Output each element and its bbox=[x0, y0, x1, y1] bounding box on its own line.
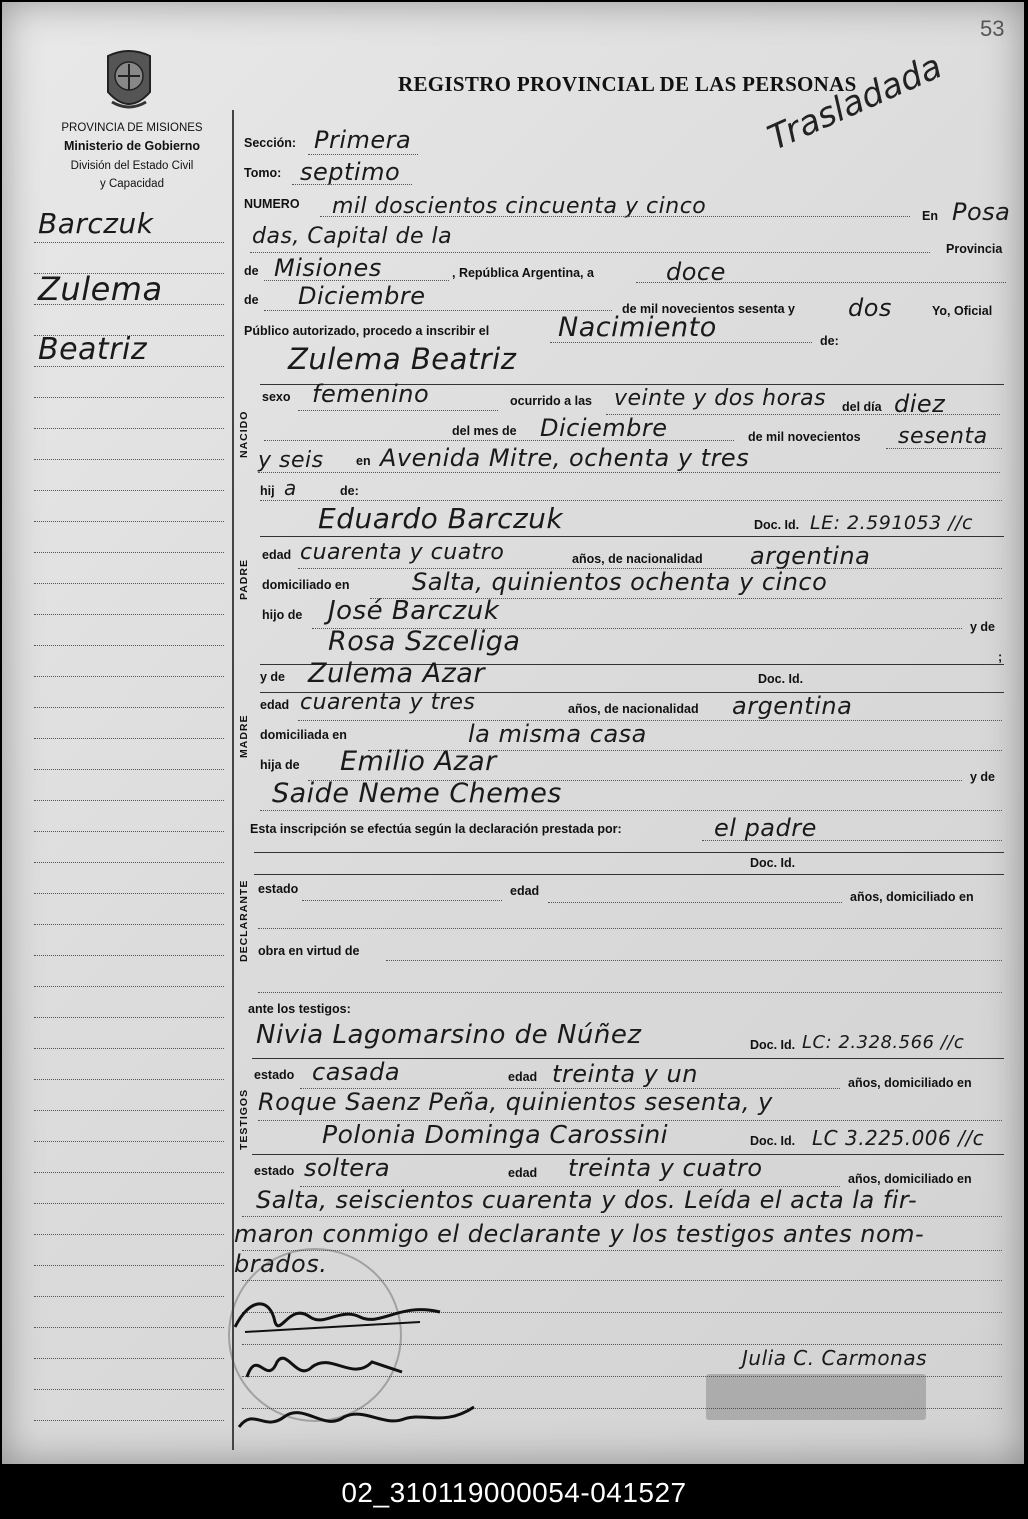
label-madre-doc: Doc. Id. bbox=[758, 672, 804, 686]
label-ante-testigos: ante los testigos: bbox=[248, 1002, 351, 1016]
label-ocurrido: ocurrido a las bbox=[510, 394, 592, 408]
margin-rule-line bbox=[34, 552, 224, 553]
margin-rule-line bbox=[34, 1079, 224, 1080]
margin-rule-line bbox=[34, 955, 224, 956]
margin-rule-line bbox=[34, 1420, 224, 1421]
label-en: En bbox=[922, 209, 938, 223]
label-provincia: Provincia bbox=[946, 242, 1003, 256]
margin-rule-line bbox=[34, 366, 224, 367]
value-anio-cont: y seis bbox=[258, 448, 324, 473]
value-testigo1-edad: treinta y un bbox=[552, 1060, 698, 1088]
label-semicolon: ; bbox=[998, 650, 1003, 664]
image-id-text: 02_310119000054-041527 bbox=[341, 1477, 687, 1508]
label-padre-edad: edad bbox=[262, 548, 292, 562]
margin-first-name: Zulema bbox=[38, 270, 163, 308]
value-testigo2-estado: soltera bbox=[304, 1154, 391, 1182]
value-mes-nacimiento: Diciembre bbox=[540, 414, 668, 442]
margin-rule-line bbox=[34, 645, 224, 646]
label-testigo2-edad: edad bbox=[508, 1166, 538, 1180]
value-lugar-nacimiento: Avenida Mitre, ochenta y tres bbox=[380, 444, 750, 472]
label-padre-y-de: y de bbox=[970, 620, 996, 634]
margin-rule-line bbox=[34, 490, 224, 491]
value-padre-dom: Salta, quinientos ochenta y cinco bbox=[412, 568, 828, 596]
value-sexo: femenino bbox=[312, 380, 430, 408]
value-numero: mil doscientos cincuenta y cinco bbox=[332, 194, 707, 219]
value-padre-hijo-de: José Barczuk bbox=[328, 596, 500, 626]
label-padre-dom: domiciliado en bbox=[262, 578, 350, 592]
page-number: 53 bbox=[980, 16, 1005, 41]
label-en-lugar: en bbox=[356, 454, 371, 468]
margin-rule-line bbox=[34, 1265, 224, 1266]
margin-rule-line bbox=[34, 1141, 224, 1142]
margin-rule-line bbox=[34, 459, 224, 460]
label-publico: Público autorizado, procedo a inscribir el bbox=[244, 324, 490, 338]
value-cierre-1: maron conmigo el declarante y los testigos antes nom- bbox=[234, 1220, 925, 1248]
margin-rule-line bbox=[34, 831, 224, 832]
label-testigo1-anios: años, domiciliado en bbox=[848, 1076, 972, 1090]
label-yo-oficial: Yo, Oficial bbox=[932, 304, 993, 318]
label-seccion: Sección: bbox=[244, 136, 297, 150]
margin-rule-line bbox=[34, 428, 224, 429]
label-madre-dom: domiciliada en bbox=[260, 728, 347, 742]
section-padre: PADRE bbox=[238, 559, 250, 600]
margin-rule-line bbox=[34, 1296, 224, 1297]
label-declarante-anios: años, domiciliado en bbox=[850, 890, 974, 904]
margin-rule-line bbox=[34, 1017, 224, 1018]
label-testigo2-estado: estado bbox=[254, 1164, 295, 1178]
margin-rule bbox=[232, 110, 234, 1450]
value-madre-edad: cuarenta y tres bbox=[300, 690, 476, 715]
margin-rule-line bbox=[34, 1358, 224, 1359]
label-republica: , República Argentina, a bbox=[452, 266, 594, 280]
province-crest bbox=[100, 46, 158, 118]
value-en-1: Posa bbox=[952, 198, 1011, 226]
label-madre-edad: edad bbox=[260, 698, 290, 712]
margin-surname: Barczuk bbox=[38, 207, 154, 240]
margin-rule-line bbox=[34, 1172, 224, 1173]
image-id-footer bbox=[0, 1466, 1028, 1519]
label-declarante-estado: estado bbox=[258, 882, 299, 896]
margin-rule-line bbox=[34, 1110, 224, 1111]
margin-rule-line bbox=[34, 1389, 224, 1390]
label-padre-nac: años, de nacionalidad bbox=[572, 552, 703, 566]
document-page bbox=[2, 2, 1024, 1464]
value-mes-registro: Diciembre bbox=[298, 282, 426, 310]
value-padre-nac: argentina bbox=[750, 542, 871, 570]
value-testigo2-edad: treinta y cuatro bbox=[568, 1154, 763, 1182]
margin-rule-line bbox=[34, 707, 224, 708]
section-nacido: NACIDO bbox=[238, 410, 250, 458]
label-madre-hija-de: hija de bbox=[260, 758, 300, 772]
label-del-mes: del mes de bbox=[452, 424, 517, 438]
label-declarante-doc: Doc. Id. bbox=[750, 856, 796, 870]
label-de-hij: de: bbox=[340, 484, 359, 498]
label-madre-y-de-2: y de bbox=[970, 770, 996, 784]
label-numero: NUMERO bbox=[244, 197, 300, 211]
value-padre-nombre: Eduardo Barczuk bbox=[318, 502, 564, 535]
value-testigo1-doc: LC: 2.328.566 //c bbox=[802, 1032, 965, 1053]
value-inscripcion-tipo: Nacimiento bbox=[558, 312, 717, 343]
margin-rule-line bbox=[34, 335, 224, 336]
value-testigo2-dom: Salta, seiscientos cuarenta y dos. Leída el acta la fir- bbox=[256, 1186, 918, 1214]
label-obra: obra en virtud de bbox=[258, 944, 360, 958]
value-cierre-2: brados. bbox=[234, 1250, 328, 1278]
margin-rule-line bbox=[34, 273, 224, 274]
value-tomo: septimo bbox=[300, 158, 401, 186]
label-de-mes: de bbox=[244, 293, 259, 307]
label-mil-novecientos-2: de mil novecientos bbox=[748, 430, 861, 444]
division-line-1: División del Estado Civil bbox=[70, 160, 194, 172]
ministry-name: Ministerio de Gobierno bbox=[63, 139, 201, 153]
value-madre-dom: la misma casa bbox=[468, 720, 647, 748]
value-sesenta-y: dos bbox=[848, 294, 892, 322]
label-de-provincia: de bbox=[244, 264, 259, 278]
label-padre-hijo-de: hijo de bbox=[262, 608, 303, 622]
value-provincia: Misiones bbox=[274, 254, 382, 282]
margin-rule-line bbox=[34, 583, 224, 584]
value-nombre-nacido: Zulema Beatriz bbox=[288, 342, 517, 376]
value-anio-nacimiento: sesenta bbox=[898, 424, 988, 449]
label-tomo: Tomo: bbox=[244, 166, 282, 180]
margin-rule-line bbox=[34, 1203, 224, 1204]
label-madre-nac: años, de nacionalidad bbox=[568, 702, 699, 716]
label-padre-doc: Doc. Id. bbox=[754, 518, 800, 532]
value-madre-hija-de: Emilio Azar bbox=[340, 746, 497, 777]
value-en-2: das, Capital de la bbox=[252, 224, 453, 249]
value-testigo1-dom: Roque Saenz Peña, quinientos sesenta, y bbox=[258, 1088, 773, 1116]
value-testigo2-doc: LC 3.225.006 //c bbox=[812, 1126, 985, 1150]
margin-rule-line bbox=[34, 676, 224, 677]
signature-testigo2 bbox=[234, 1397, 484, 1447]
label-declaracion: Esta inscripción se efectúa según la declaración prestada por: bbox=[250, 822, 622, 836]
value-dia-registro: doce bbox=[666, 258, 726, 286]
label-madre-y-de: y de bbox=[260, 670, 286, 684]
label-testigo1-doc: Doc. Id. bbox=[750, 1038, 796, 1052]
signature-declarante bbox=[230, 1292, 450, 1347]
section-testigos: TESTIGOS bbox=[238, 1088, 250, 1150]
label-mil-novecientos: de mil novecientos sesenta y bbox=[622, 302, 795, 316]
value-madre-madre: Saide Neme Chemes bbox=[272, 778, 562, 809]
margin-rule-line bbox=[34, 924, 224, 925]
label-testigo1-estado: estado bbox=[254, 1068, 295, 1082]
section-madre: MADRE bbox=[238, 714, 250, 758]
margin-rule-line bbox=[34, 738, 224, 739]
value-seccion: Primera bbox=[314, 126, 412, 154]
margin-rule-line bbox=[34, 800, 224, 801]
margin-rule-line bbox=[34, 769, 224, 770]
value-testigo1: Nivia Lagomarsino de Núñez bbox=[256, 1020, 642, 1050]
label-sexo: sexo bbox=[262, 390, 291, 404]
value-madre-nombre: Zulema Azar bbox=[308, 658, 485, 689]
margin-rule-line bbox=[34, 242, 224, 243]
value-padre-doc: LE: 2.591053 //c bbox=[810, 512, 973, 534]
label-hij: hij bbox=[260, 484, 275, 498]
document-title: REGISTRO PROVINCIAL DE LAS PERSONAS bbox=[398, 72, 857, 96]
label-del-dia: del día bbox=[842, 400, 882, 414]
margin-rule-line bbox=[34, 521, 224, 522]
label-testigo2-doc: Doc. Id. bbox=[750, 1134, 796, 1148]
signature-official: Julia C. Carmonas bbox=[742, 1346, 927, 1370]
margin-rule-line bbox=[34, 614, 224, 615]
value-dia-nacimiento: diez bbox=[894, 390, 946, 418]
margin-rule-line bbox=[34, 397, 224, 398]
margin-second-name: Beatriz bbox=[38, 332, 148, 367]
margin-rule-line bbox=[34, 1327, 224, 1328]
value-declarante: el padre bbox=[714, 814, 817, 842]
value-padre-madre: Rosa Szceliga bbox=[328, 626, 521, 657]
value-madre-nac: argentina bbox=[732, 692, 853, 720]
margin-rule-line bbox=[34, 893, 224, 894]
margin-rule-line bbox=[34, 986, 224, 987]
label-testigo2-anios: años, domiciliado en bbox=[848, 1172, 972, 1186]
margin-rule-line bbox=[34, 862, 224, 863]
signature-testigo1 bbox=[242, 1347, 412, 1397]
value-testigo1-estado: casada bbox=[312, 1058, 401, 1086]
margin-stamp-trasladada: Trasladada bbox=[762, 46, 948, 159]
value-testigo2: Polonia Dominga Carossini bbox=[322, 1120, 669, 1149]
label-de-colon: de: bbox=[820, 334, 839, 348]
division-line-2: y Capacidad bbox=[100, 178, 164, 190]
province-name: PROVINCIA DE MISIONES bbox=[61, 122, 203, 134]
section-declarante: DECLARANTE bbox=[238, 879, 250, 962]
label-testigo1-edad: edad bbox=[508, 1070, 538, 1084]
value-padre-edad: cuarenta y cuatro bbox=[300, 540, 505, 565]
value-hora: veinte y dos horas bbox=[614, 386, 827, 411]
margin-rule-line bbox=[34, 1048, 224, 1049]
label-declarante-edad: edad bbox=[510, 884, 540, 898]
official-stamp bbox=[706, 1374, 926, 1420]
margin-rule-line bbox=[34, 1234, 224, 1235]
margin-rule-line bbox=[34, 304, 224, 305]
value-hij-suffix: a bbox=[284, 476, 297, 500]
